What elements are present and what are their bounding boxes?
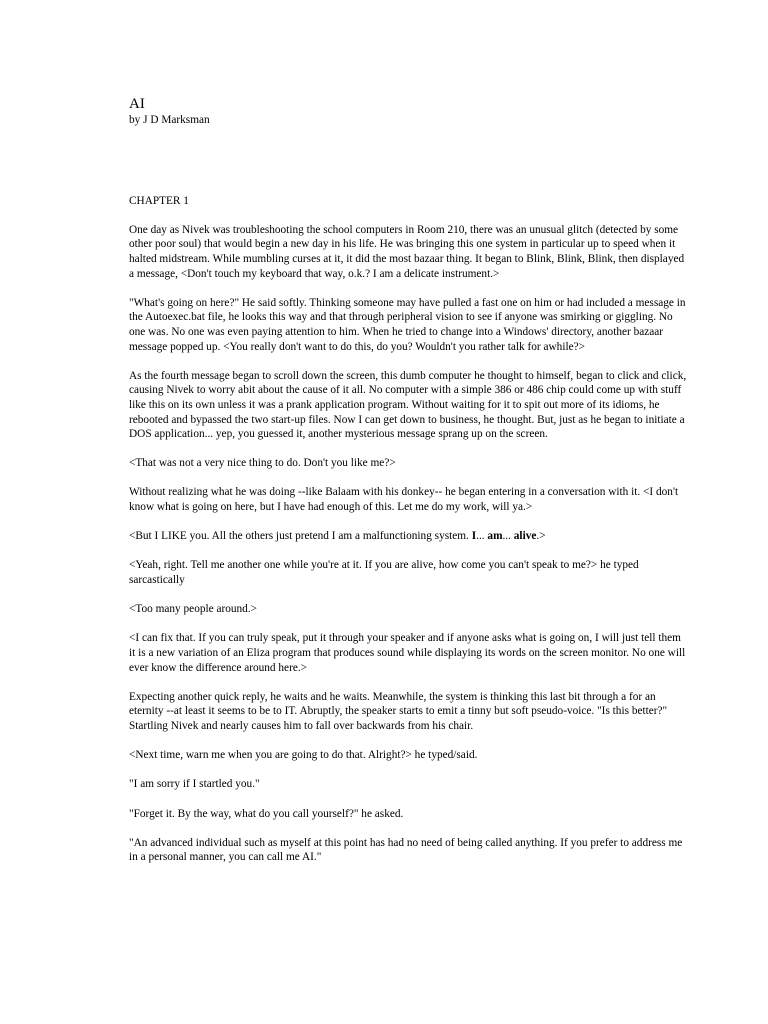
paragraph: One day as Nivek was troubleshooting the school computers in Room 210, there was an unusual glitch (detected by some other poor soul) that would begin a new day in his life. He was bringing this one system in particular up to speed when it halted midstream. While mumbling curses at it, it did the most bazaar thing. It began to Blink, Blink, Blink, then displayed a message, <Don't touch my keyboard that way, o.k.? I am a delicate instrument.> bbox=[129, 223, 685, 280]
ellipsis-text: ... bbox=[502, 530, 514, 543]
ellipsis-text: ... bbox=[476, 530, 488, 543]
document-body bbox=[129, 96, 689, 865]
paragraph: <Next time, warn me when you are going to do that. Alright?> he typed/said. bbox=[129, 749, 478, 762]
paragraph: <That was not a very nice thing to do. Don't you like me?> bbox=[129, 457, 396, 470]
paragraph: <Yeah, right. Tell me another one while you're at it. If you are alive, how come you can't speak to me?> he typed sarcastically bbox=[129, 559, 639, 587]
paragraph: <Too many people around.> bbox=[129, 603, 258, 616]
bold-word: alive bbox=[513, 530, 537, 543]
paragraph: "I am sorry if I startled you." bbox=[129, 778, 260, 791]
paragraph: Without realizing what he was doing --like Balaam with his donkey-- he began entering in a conversation with it. <I don't know what is going on here, but I have had enough of this. Let me do my work, will ya.> bbox=[129, 486, 679, 514]
paragraph-alive bbox=[129, 529, 689, 544]
bold-word: I bbox=[471, 530, 477, 543]
paragraph-alive-text: <But I LIKE you. All the others just pretend I am a malfunctioning system. bbox=[129, 530, 472, 543]
paragraph: "An advanced individual such as myself at this point has had no need of being called anything. If you prefer to address me in a personal manner, you can call me AI." bbox=[129, 836, 683, 864]
paragraph: "What's going on here?" He said softly. Thinking someone may have pulled a fast one on him or had included a message in the Autoexec.bat file, he looks this way and that through peripheral vision to see if anyone was smirking or giggling. No one was. No one was even paying attention to him. When he tried to change into a Windows' directory, another bazaar message popped up. <You really don't want to do this, do you? Wouldn't you rather talk for awhile?> bbox=[129, 296, 686, 353]
bold-word: am bbox=[487, 530, 503, 543]
document-title: AI bbox=[129, 96, 145, 112]
paragraph-alive-end: .> bbox=[536, 530, 546, 543]
paragraph: <I can fix that. If you can truly speak, put it through your speaker and if anyone asks what is going on, I will just tell them it is a new variation of an Eliza program that produces sound while displaying its words on the screen monitor. No one will ever know the difference around here.> bbox=[129, 632, 686, 674]
paragraph: "Forget it. By the way, what do you call yourself?" he asked. bbox=[129, 807, 404, 820]
chapter-heading: CHAPTER 1 bbox=[129, 194, 189, 207]
author-byline: by J D Marksman bbox=[129, 114, 210, 126]
paragraph: Expecting another quick reply, he waits and he waits. Meanwhile, the system is thinking this last bit through a for an eternity --at least it seems to be to IT. Abruptly, the speaker starts to emit a tinny but soft pseudo-voice. "Is this better?" Startling Nivek and nearly causes him to fall over backwards from his chair. bbox=[129, 690, 668, 732]
paragraph: As the fourth message began to scroll down the screen, this dumb computer he thought to himself, began to click and click, causing Nivek to worry abit about the cause of it all. No computer with a simple 386 or 486 chip could come up with stuff like this on its own unless it was a prank application program. Without waiting for it to spit out more of its idioms, he rebooted and bypassed the two start-up files. Now I can get down to business, he thought. But, just as he began to initiate a DOS application... yep, you guessed it, another mysterious message sprang up on the screen. bbox=[129, 369, 687, 441]
